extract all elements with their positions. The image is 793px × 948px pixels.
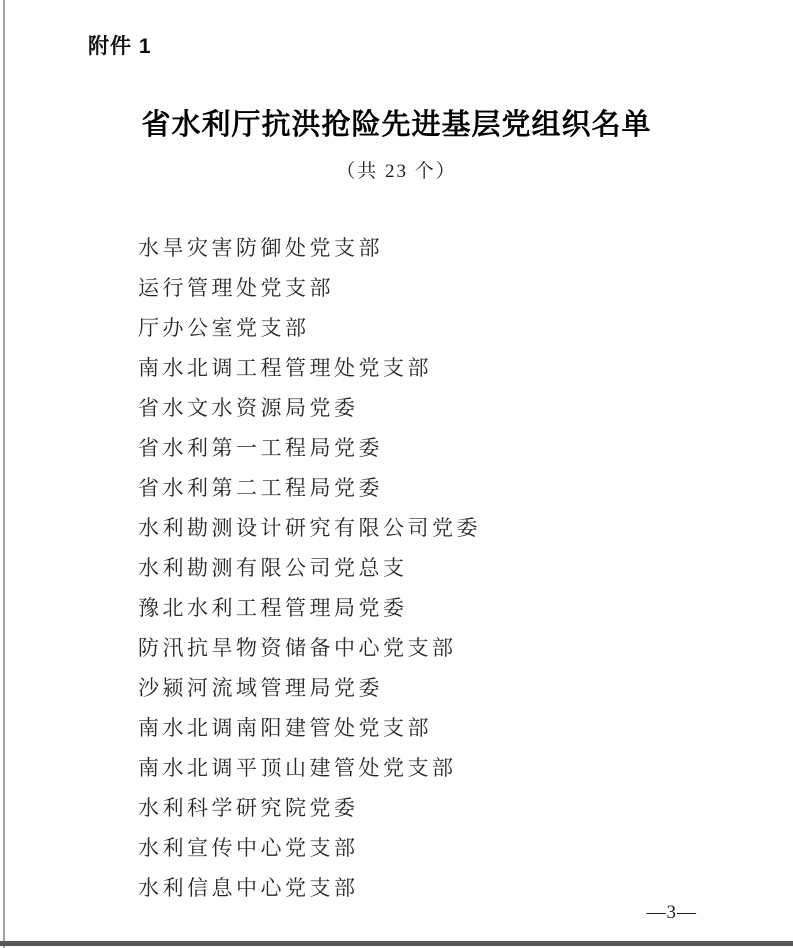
list-item: 水旱灾害防御处党支部 bbox=[138, 236, 383, 260]
list-item: 运行管理处党支部 bbox=[138, 276, 334, 300]
page-number: —3— bbox=[646, 902, 697, 923]
attachment-label: 附件 1 bbox=[88, 35, 152, 58]
list-item: 水利科学研究院党委 bbox=[138, 796, 359, 820]
document-subtitle: （共 23 个） bbox=[336, 161, 457, 182]
list-item: 厅办公室党支部 bbox=[138, 316, 310, 340]
scan-bottom-edge-line bbox=[0, 941, 793, 946]
list-item: 防汛抗旱物资储备中心党支部 bbox=[138, 636, 457, 660]
list-item: 南水北调平顶山建管处党支部 bbox=[138, 756, 457, 780]
org-list bbox=[138, 228, 698, 908]
document-title: 省水利厅抗洪抢险先进基层党组织名单 bbox=[141, 109, 652, 141]
list-item: 省水文水资源局党委 bbox=[138, 396, 359, 420]
list-item: 水利信息中心党支部 bbox=[138, 876, 359, 900]
list-item: 南水北调工程管理处党支部 bbox=[138, 356, 432, 380]
list-item: 水利宣传中心党支部 bbox=[138, 836, 359, 860]
list-item: 水利勘测有限公司党总支 bbox=[138, 556, 408, 580]
list-item: 省水利第二工程局党委 bbox=[138, 476, 383, 500]
list-item: 省水利第一工程局党委 bbox=[138, 436, 383, 460]
list-item: 豫北水利工程管理局党委 bbox=[138, 596, 408, 620]
list-item: 水利勘测设计研究有限公司党委 bbox=[138, 516, 481, 540]
list-item: 南水北调南阳建管处党支部 bbox=[138, 716, 432, 740]
list-item: 沙颍河流域管理局党委 bbox=[138, 676, 383, 700]
